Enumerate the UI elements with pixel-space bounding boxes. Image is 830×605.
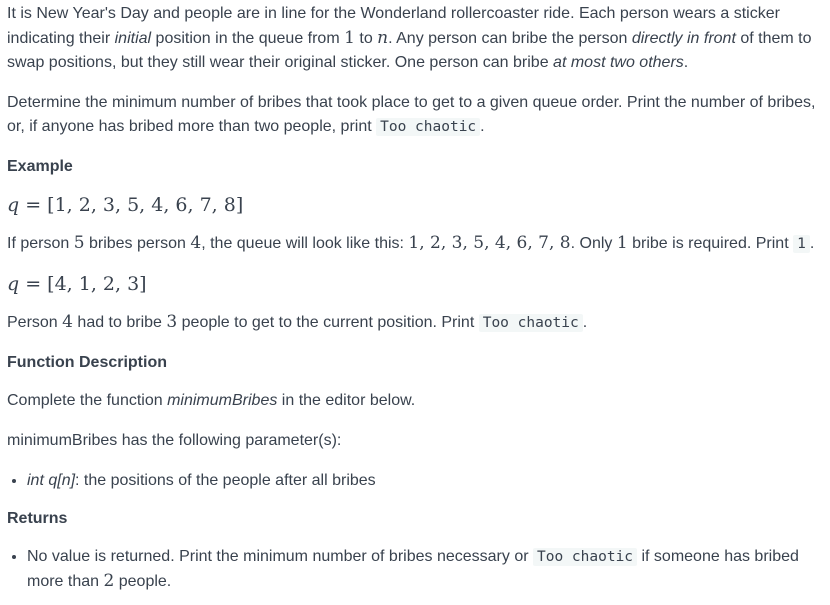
code-too-chaotic: Too chaotic <box>479 314 583 332</box>
parameter-name: int q[n] <box>27 472 76 489</box>
emphasis-initial: initial <box>114 30 152 47</box>
example-heading: Example <box>7 158 73 175</box>
list-item: • No value is returned. Print the minimum number of bribes necessary or Too chaotic if someone has bribed more than 2 people. <box>27 545 824 594</box>
task-paragraph: Determine the minimum number of bribes that took place to get to a given queue order. Print the number of bribes, or, if anyone has bribed more than two people, print Too chaotic . <box>7 94 816 135</box>
emphasis-directly-in-front: directly in front <box>631 30 736 47</box>
code-too-chaotic: Too chaotic <box>533 548 637 566</box>
example-1-formula: q = [1, 2, 3, 5, 4, 6, 7, 8] <box>7 194 244 216</box>
returns-heading: Returns <box>7 510 68 527</box>
parameters-intro: minimumBribes has the following parameter(s): <box>7 432 342 449</box>
intro-paragraph: It is New Year's Day and people are in line for the Wonderland rollercoaster ride. Each person wears a sticker indicating their initial position in the queue from 1 to n. Any person can bribe the person directly in front of them to swap positions, but they still wear their original sticker. One person can bribe at most two others. <box>7 5 812 71</box>
code-too-chaotic: Too chaotic <box>376 118 480 136</box>
complete-function-paragraph: Complete the function minimumBribes in the editor below. <box>7 392 416 409</box>
function-description-heading: Function Description <box>7 354 167 371</box>
example-2-formula: q = [4, 1, 2, 3] <box>7 273 147 295</box>
list-item: • int q[n]: the positions of the people after all bribes <box>27 469 824 493</box>
example-1-explanation: If person 5 bribes person 4, the queue will look like this: 1, 2, 3, 5, 4, 6, 7, 8. Only 1 bribe is required. Print 1 . <box>7 233 815 253</box>
emphasis-at-most-two: at most two others <box>553 54 684 71</box>
function-name: minimumBribes <box>167 392 278 409</box>
returns-list <box>7 545 824 594</box>
parameter-list <box>7 469 824 493</box>
example-2-explanation: Person 4 had to bribe 3 people to get to the current position. Print Too chaotic . <box>7 312 588 332</box>
code-one: 1 <box>793 235 810 253</box>
